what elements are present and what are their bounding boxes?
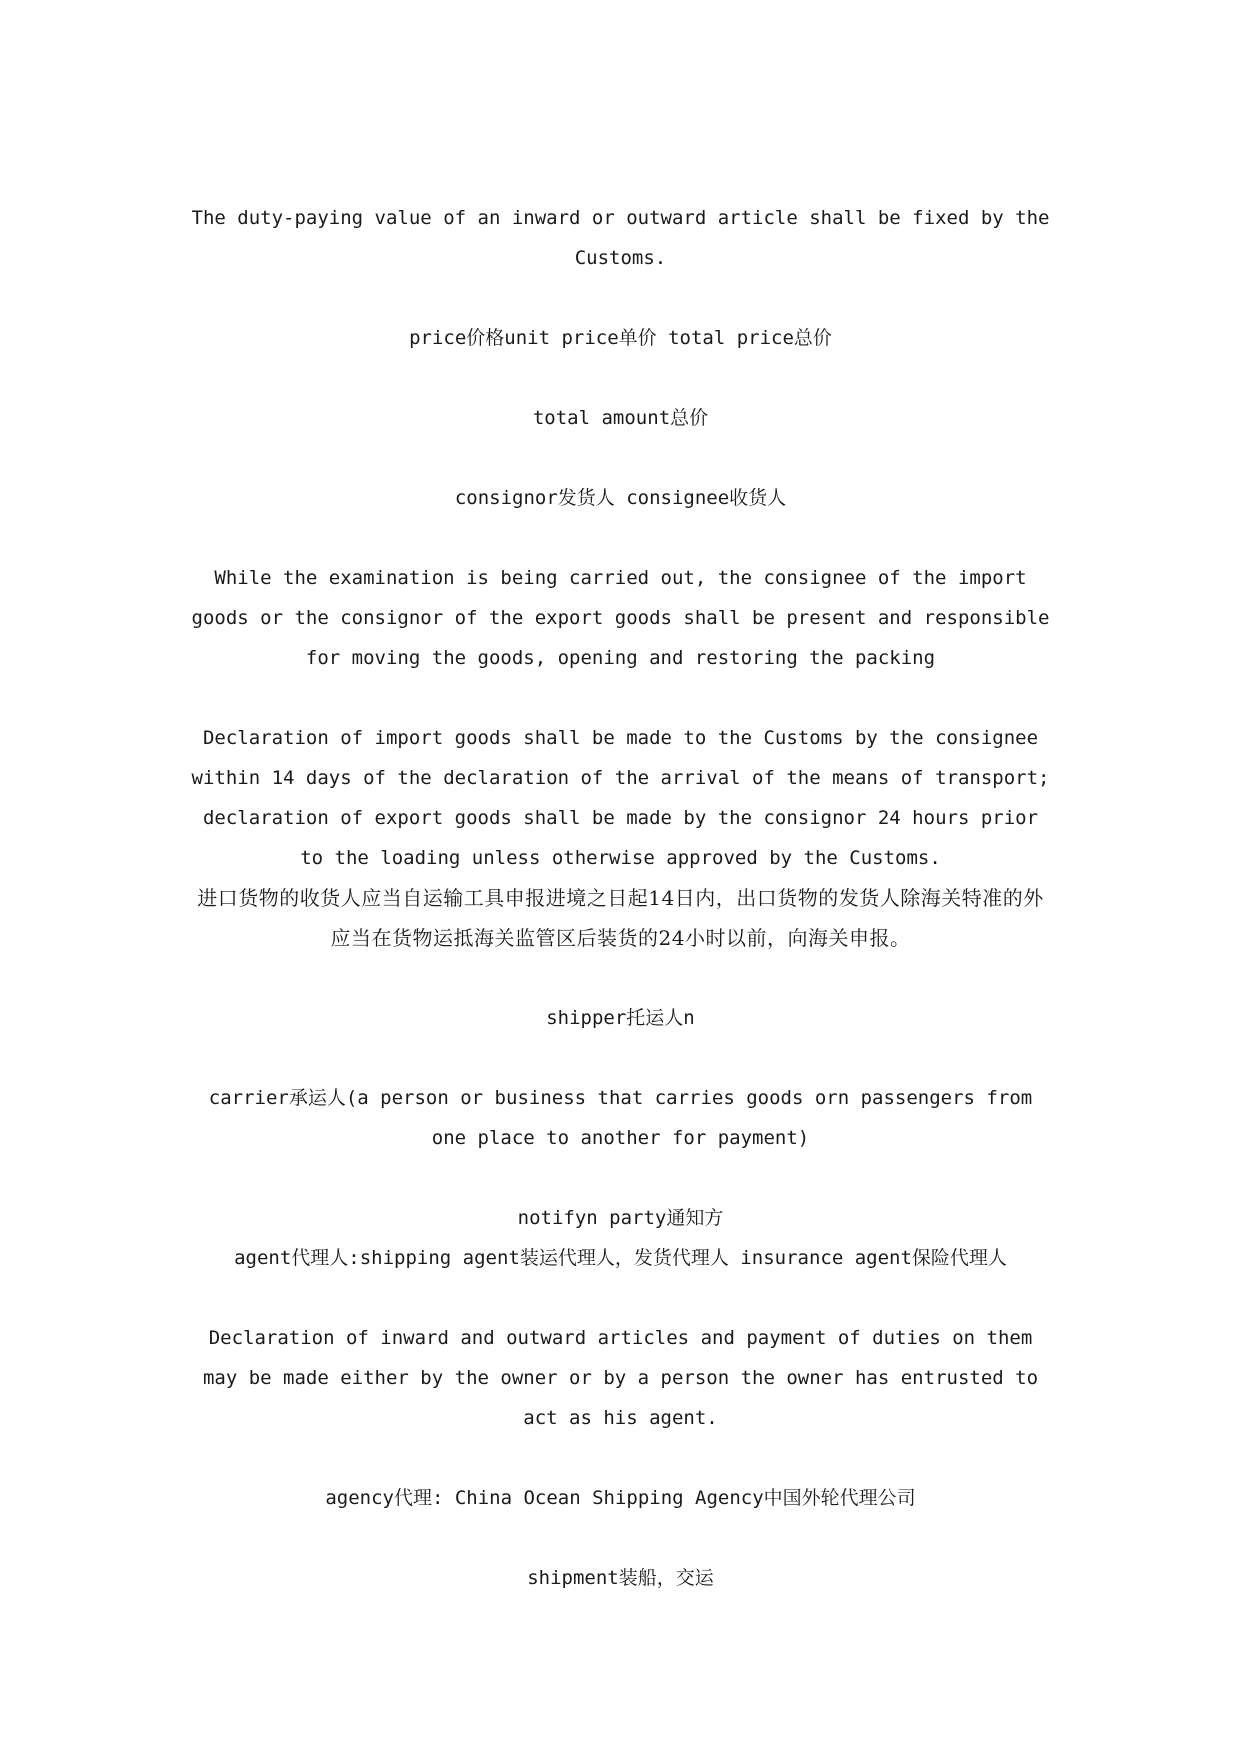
document-body — [188, 198, 1053, 1598]
paragraph-consignor-consignee: consignor发货人 consignee收货人 — [454, 487, 787, 509]
paragraph-shipper: shipper托运人n — [546, 1007, 695, 1029]
paragraph-duty-paying-value: The duty-paying value of an inward or outward article shall be fixed by the Customs. — [191, 207, 1050, 269]
paragraph-examination: While the examination is being carried out, the consignee of the import goods or the consignor of the export goods shall be present and responsible for moving the goods, opening and restoring the packing — [191, 567, 1050, 669]
paragraph-declaration-articles: Declaration of inward and outward articles and payment of duties on them may be made either by the owner or by a person the owner has entrusted to act as his agent. — [202, 1327, 1039, 1429]
paragraph-carrier: carrier承运人(a person or business that carries goods orn passengers from one place to another for payment) — [208, 1087, 1033, 1149]
paragraph-shipment: shipment装船，交运 — [527, 1567, 714, 1589]
paragraph-agency: agency代理: China Ocean Shipping Agency中国外轮代理公司 — [325, 1487, 916, 1509]
paragraph-total-amount: total amount总价 — [532, 407, 709, 429]
paragraph-agent: agent代理人:shipping agent装运代理人，发货代理人 insurance agent保险代理人 — [234, 1247, 1007, 1269]
paragraph-declaration-english: Declaration of import goods shall be made to the Customs by the consignee within 14 days of the declaration of the arrival of the means of transport; declaration of export goods shall be made by the consignor 24 hours prior to the loading unless otherwise approved by the Customs. — [191, 727, 1050, 869]
paragraph-notify-party: notifyn party通知方 — [517, 1207, 724, 1229]
paragraph-price-terms: price价格unit price单价 total price总价 — [409, 327, 832, 349]
paragraph-declaration-chinese: 进口货物的收货人应当自运输工具申报进境之日起14日内，出口货物的发货人除海关特准的外应当在货物运抵海关监管区后装货的24小时以前，向海关申报。 — [197, 886, 1044, 950]
